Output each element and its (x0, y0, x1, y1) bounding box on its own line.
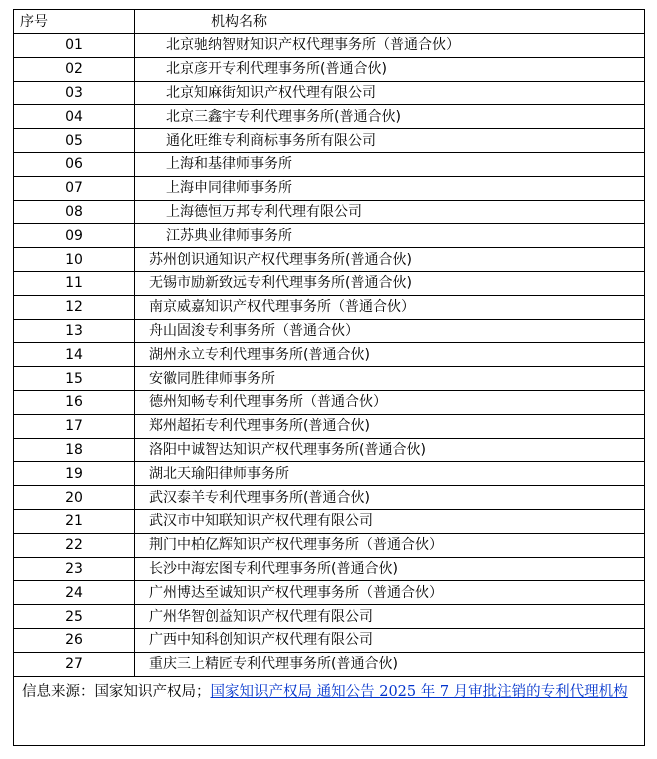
row-name: 北京彦开专利代理事务所(普通合伙) (135, 57, 645, 81)
row-no: 15 (14, 367, 135, 391)
row-name: 无锡市励新致远专利代理事务所(普通合伙) (135, 271, 645, 295)
row-no: 19 (14, 462, 135, 486)
row-name: 苏州创识通知识产权代理事务所(普通合伙) (135, 248, 645, 272)
row-name: 北京知麻街知识产权代理有限公司 (135, 81, 645, 105)
row-name: 南京威嘉知识产权代理事务所（普通合伙） (135, 295, 645, 319)
row-name: 江苏典业律师事务所 (135, 224, 645, 248)
row-name: 湖北天瑜阳律师事务所 (135, 462, 645, 486)
row-name: 重庆三上精匠专利代理事务所(普通合伙) (135, 652, 645, 676)
row-name: 上海申同律师事务所 (135, 176, 645, 200)
row-no: 13 (14, 319, 135, 343)
table-row (14, 390, 645, 414)
table-row (14, 34, 645, 58)
table-row (14, 81, 645, 105)
row-name: 安徽同胜律师事务所 (135, 367, 645, 391)
row-no: 23 (14, 557, 135, 581)
row-no: 26 (14, 628, 135, 652)
table-row (14, 533, 645, 557)
table-row (14, 152, 645, 176)
table-row (14, 248, 645, 272)
table-row (14, 581, 645, 605)
table-row (14, 414, 645, 438)
table-row (14, 462, 645, 486)
row-no: 16 (14, 390, 135, 414)
table-row (14, 319, 645, 343)
row-no: 21 (14, 509, 135, 533)
table-row (14, 438, 645, 462)
row-name: 北京三鑫宇专利代理事务所(普通合伙) (135, 105, 645, 129)
row-no: 12 (14, 295, 135, 319)
row-no: 27 (14, 652, 135, 676)
row-no: 02 (14, 57, 135, 81)
row-name: 广州华智创益知识产权代理有限公司 (135, 605, 645, 629)
row-no: 24 (14, 581, 135, 605)
table-row (14, 105, 645, 129)
table-row (14, 224, 645, 248)
table-row (14, 176, 645, 200)
row-name: 长沙中海宏图专利代理事务所(普通合伙) (135, 557, 645, 581)
agency-table (13, 9, 645, 677)
row-no: 01 (14, 34, 135, 58)
row-name: 上海德恒万邦专利代理有限公司 (135, 200, 645, 224)
row-name: 湖州永立专利代理事务所(普通合伙) (135, 343, 645, 367)
row-no: 04 (14, 105, 135, 129)
row-no: 14 (14, 343, 135, 367)
row-name: 广州博达至诚知识产权代理事务所（普通合伙） (135, 581, 645, 605)
table-row (14, 343, 645, 367)
table-row (14, 652, 645, 676)
table-header-row (14, 10, 645, 34)
row-name: 武汉市中知联知识产权代理有限公司 (135, 509, 645, 533)
row-name: 郑州超拓专利代理事务所(普通合伙) (135, 414, 645, 438)
row-no: 09 (14, 224, 135, 248)
row-name: 武汉泰羊专利代理事务所(普通合伙) (135, 486, 645, 510)
table-row (14, 367, 645, 391)
row-name: 洛阳中诚智达知识产权代理事务所(普通合伙) (135, 438, 645, 462)
source-note (22, 681, 636, 704)
row-no: 08 (14, 200, 135, 224)
table-row (14, 486, 645, 510)
row-no: 05 (14, 129, 135, 153)
source-prefix: 信息来源：国家知识产权局； (22, 684, 211, 700)
row-no: 22 (14, 533, 135, 557)
row-name: 上海和基律师事务所 (135, 152, 645, 176)
row-name: 荆门中柏亿辉知识产权代理事务所（普通合伙） (135, 533, 645, 557)
header-no: 序号 (14, 10, 135, 34)
header-name: 机构名称 (135, 10, 645, 34)
table-row (14, 509, 645, 533)
table-row (14, 129, 645, 153)
row-name: 北京驰纳智财知识产权代理事务所（普通合伙） (135, 34, 645, 58)
row-name: 德州知畅专利代理事务所（普通合伙） (135, 390, 645, 414)
row-no: 06 (14, 152, 135, 176)
row-no: 20 (14, 486, 135, 510)
row-no: 11 (14, 271, 135, 295)
row-no: 18 (14, 438, 135, 462)
table-row (14, 557, 645, 581)
source-link[interactable]: 国家知识产权局 通知公告 2025 年 7 月审批注销的专利代理机构 (210, 684, 628, 700)
row-no: 17 (14, 414, 135, 438)
row-no: 03 (14, 81, 135, 105)
row-name: 通化旺维专利商标事务所有限公司 (135, 129, 645, 153)
table-row (14, 605, 645, 629)
table-row (14, 295, 645, 319)
row-no: 10 (14, 248, 135, 272)
table-row (14, 57, 645, 81)
table-row (14, 200, 645, 224)
table-row (14, 628, 645, 652)
row-name: 舟山固浚专利事务所（普通合伙） (135, 319, 645, 343)
table-row (14, 271, 645, 295)
row-no: 25 (14, 605, 135, 629)
row-name: 广西中知科创知识产权代理有限公司 (135, 628, 645, 652)
row-no: 07 (14, 176, 135, 200)
